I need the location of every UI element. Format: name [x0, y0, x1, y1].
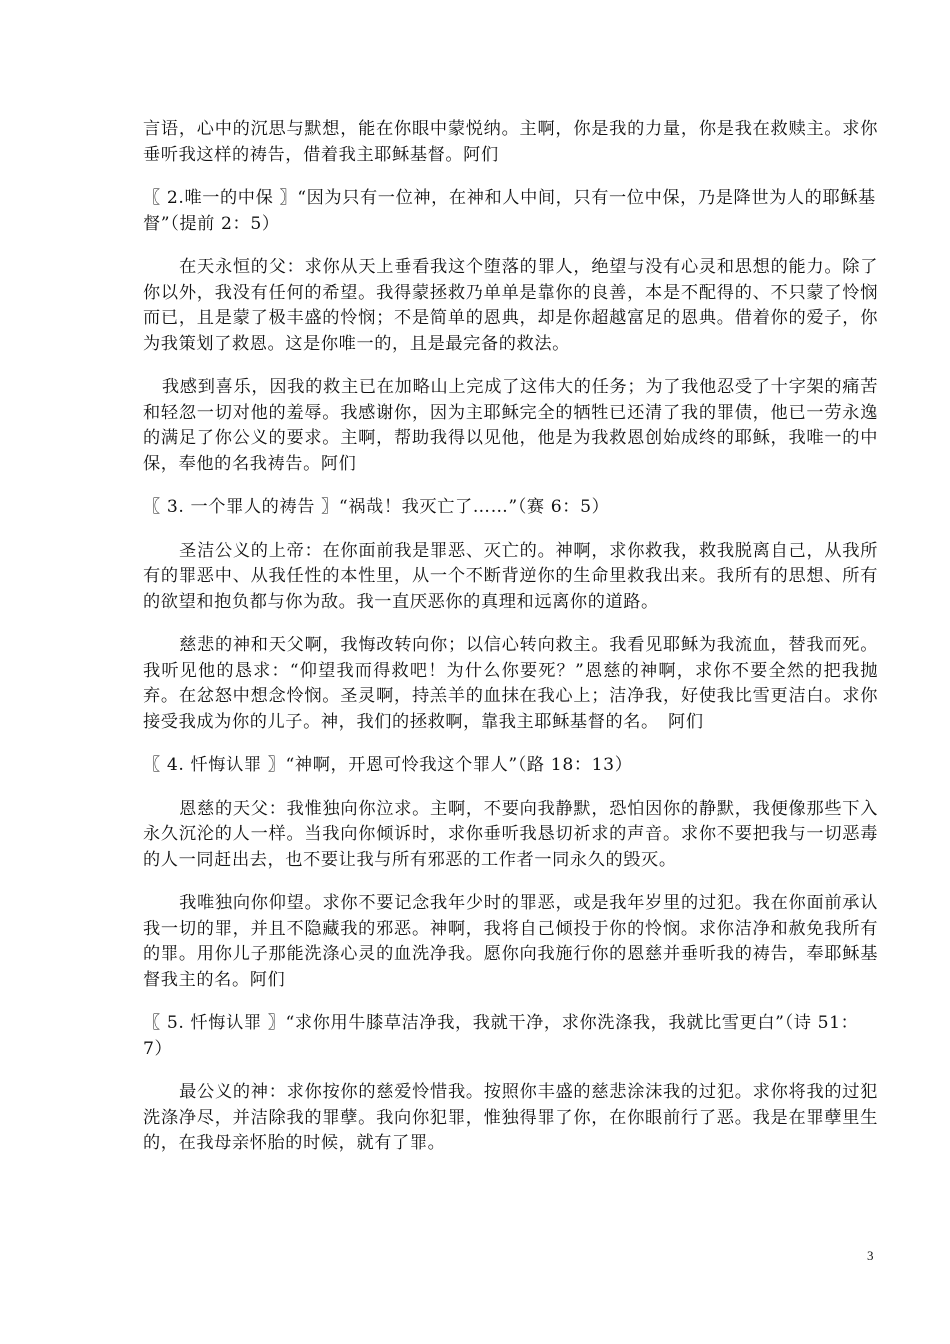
page-number: 3: [867, 1248, 874, 1263]
section-heading: 〖 3. 一个罪人的祷告 〗“祸哉！我灭亡了……”（赛 6：5）: [143, 497, 610, 517]
paragraph: 慈悲的神和天父啊，我悔改转向你；以信心转向救主。我看见耶稣为我流血，替我而死。我听见他的恳求：“仰望我而得救吧！为什么你要死？”恩慈的神啊，求你不要全然的把我抛弃。在忿怒中想念怜悯。圣灵啊，持羔羊的血抹在我心上；洁净我，好使我比雪更洁白。求你接受我成为你的儿子。神，我们的拯救啊，靠我主耶稣基督的名。 阿们: [143, 635, 878, 732]
section-heading: 〖 5. 忏悔认罪 〗“求你用牛膝草洁净我，我就干净，求你洗涤我，我就比雪更白”（诗 51：7）: [143, 1013, 859, 1059]
paragraph: 在天永恒的父：求你从天上垂看我这个堕落的罪人，绝望与没有心灵和思想的能力。除了你以外，我没有任何的希望。我得蒙拯救乃单单是靠你的良善，本是不配得的、不只蒙了怜悯而已，且是蒙了极丰盛的怜悯；不是简单的恩典，却是你超越富足的恩典。借着你的爱子，你为我策划了救恩。这是你唯一的，且是最完备的救法。: [143, 257, 878, 354]
section-heading: 〖 4. 忏悔认罪 〗“神啊，开恩可怜我这个罪人”（路 18：13）: [143, 755, 633, 775]
paragraph: 我唯独向你仰望。求你不要记念我年少时的罪恶，或是我年岁里的过犯。我在你面前承认我一切的罪，并且不隐藏我的邪恶。神啊，我将自己倾投于你的怜悯。求你洁净和赦免我所有的罪。用你儿子那能洗涤心灵的血洗净我。愿你向我施行你的恩慈并垂听我的祷告，奉耶稣基督我主的名。阿们: [143, 893, 878, 990]
section-heading: 〖 2.唯一的中保 〗“因为只有一位神，在神和人中间，只有一位中保，乃是降世为人的耶稣基督”（提前 2：5）: [143, 188, 876, 234]
paragraph: 圣洁公义的上帝：在你面前我是罪恶、灭亡的。神啊，求你救我，救我脱离自己，从我所有的罪恶中、从我任性的本性里，从一个不断背逆你的生命里救我出来。我所有的思想、所有的欲望和抱负都与你为敌。我一直厌恶你的真理和远离你的道路。: [143, 540, 878, 612]
paragraph: 我感到喜乐，因我的救主已在加略山上完成了这伟大的任务；为了我他忍受了十字架的痛苦和轻忽一切对他的羞辱。我感谢你，因为主耶稣完全的牺牲已还清了我的罪债，他已一劳永逸的满足了你公义的要求。主啊，帮助我得以见他，他是为我救恩创始成终的耶稣，我唯一的中保，奉他的名我祷告。阿们: [143, 377, 878, 474]
paragraph: 最公义的神：求你按你的慈爱怜惜我。按照你丰盛的慈悲涂沫我的过犯。求你将我的过犯洗涤净尽，并洁除我的罪孽。我向你犯罪，惟独得罪了你，在你眼前行了恶。我是在罪孽里生的，在我母亲怀胎的时候，就有了罪。: [143, 1082, 878, 1153]
paragraph: 言语，心中的沉思与默想，能在你眼中蒙悦纳。主啊，你是我的力量，你是我在救赎主。求你垂听我这样的祷告，借着我主耶稣基督。阿们: [143, 119, 878, 165]
document-body: [143, 117, 878, 1175]
paragraph: 恩慈的天父：我惟独向你泣求。主啊，不要向我静默，恐怕因你的静默，我便像那些下入永久沉沦的人一样。当我向你倾诉时，求你垂听我恳切祈求的声音。求你不要把我与一切恶毒的人一同赶出去，也不要让我与所有邪恶的工作者一同永久的毁灭。: [143, 798, 878, 870]
